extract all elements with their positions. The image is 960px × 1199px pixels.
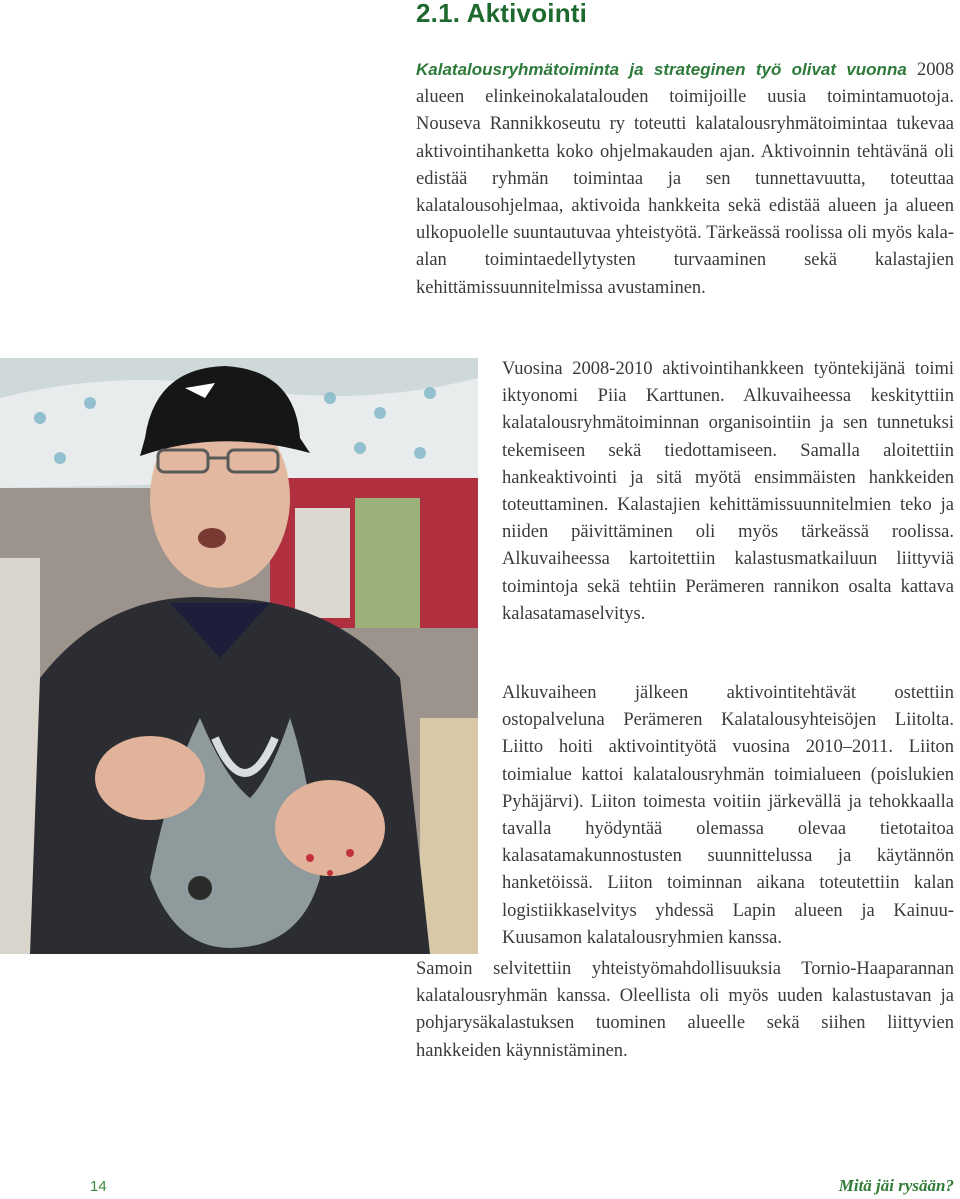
left-hand xyxy=(95,736,205,820)
fish-eye xyxy=(188,876,212,900)
bystander-1 xyxy=(295,508,350,618)
paragraph-3-part-1: Alkuvaiheen jälkeen aktivointitehtävät ostettiin ostopalveluna Perämeren Kalatalousyhteisöjen Liitolta. Liitto hoiti aktivointityötä vuosina 2010–2011. Liiton toimialue kattoi kalatalousryhmän toimialueen (poislukien Pyhäjärvi). Liiton toimesta voitiin järkevällä ja tehokkaalla tavalla hyödyntää olemassa olevaa tietotaitoa kalasatamakunnostusten suunnittelussa ja käytännön hanketöissä. Liiton toiminnan aikana toteutettiin kalan logistiikkaselvitys yhdessä Lapin alueen ja Kainuu-Kuusamon kalatalousryhmien kanssa. xyxy=(502,683,954,948)
fisherman-photo xyxy=(0,358,478,954)
footer-brand: Mitä jäi rysään? xyxy=(838,1176,954,1195)
section-heading: 2.1. Aktivointi xyxy=(416,0,588,28)
cardboard-box xyxy=(420,718,478,954)
page-number: 14 xyxy=(90,1178,107,1195)
intro-paragraph xyxy=(416,56,954,302)
right-hand xyxy=(275,780,385,876)
intro-lead: Kalatalousryhmätoiminta ja strateginen työ olivat vuonna xyxy=(416,60,907,79)
open-mouth xyxy=(198,528,226,548)
fisherman-illustration xyxy=(0,358,478,954)
intro-body: 2008 alueen elinkeinokalatalouden toimijoille uusia toimintamuotoja. Nouseva Rannikkoseutu ry toteutti kalatalousryhmätoimintaa tukevaa aktivointihanketta koko ohjelmakauden ajan. Aktivoinnin tehtävänä oli edistää ryhmän toimintaa ja sen tunnettavuutta, toteuttaa kalatalousohjelmaa, aktivoida hankkeita sekä edistää alueen ja alueen ulkopuolelle suuntautuvaa yhteistyötä. Tärkeässä roolissa oli myös kala-alan toimintaedellytysten turvaaminen sekä kalastajien kehittämissuunnitelmissa avustaminen. xyxy=(416,60,954,298)
bystander-2 xyxy=(355,498,420,628)
paragraph-3-part-2: Samoin selvitettiin yhteistyömahdollisuuksia Tornio-Haaparannan kalatalousryhmän kanssa. Oleellista oli myös uuden kalastustavan ja pohjarysäkalastuksen tuominen alueelle sekä siihen liittyvien hankkeiden käynnistäminen. xyxy=(416,959,954,1061)
paragraph-2: Vuosina 2008-2010 aktivointihankkeen työntekijänä toimi iktyonomi Piia Karttunen. Alkuvaiheessa keskityttiin kalatalousryhmätoiminnan organisointiin ja sen tunnetuksi tekemiseen sekä tiedottamiseen. Samalla aloitettiin hankeaktivointi ja sitä myötä ensimmäisten hankkeiden toteuttaminen. Kalastajien kehittämissuunnitelmien teko ja niiden päivittäminen oli myös tärkeässä roolissa. Alkuvaiheessa kartoitettiin kalastusmatkailuun liittyviä toimintoja sekä tehtiin Perämeren rannikon osalta kattava kalasatamaselvitys. xyxy=(502,359,954,624)
